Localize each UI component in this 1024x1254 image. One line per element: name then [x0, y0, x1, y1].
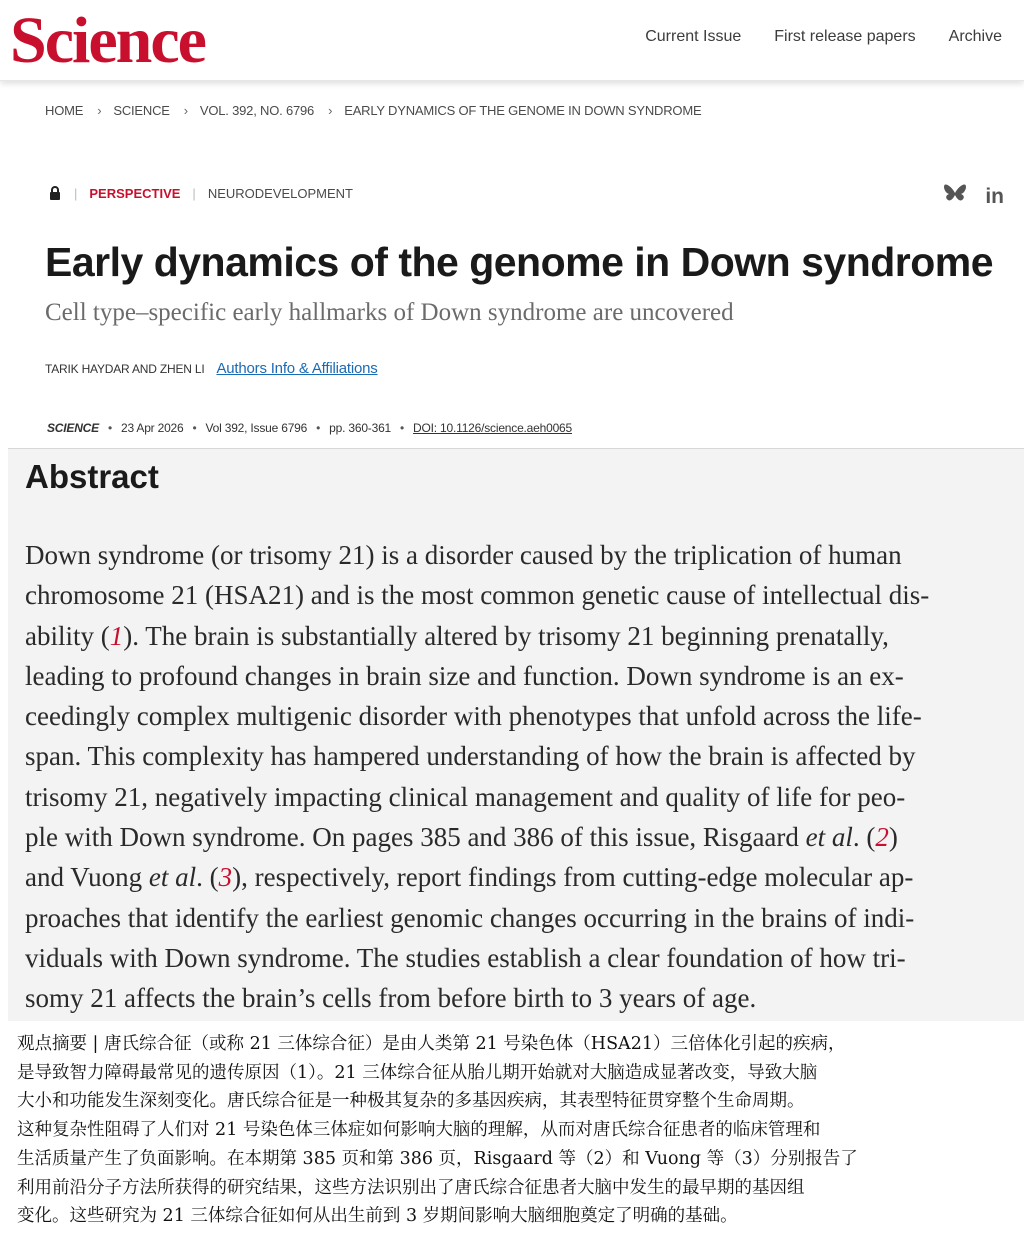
abstract-line — [25, 857, 1015, 897]
article-title: Early dynamics of the genome in Down syndrome — [45, 239, 994, 285]
science-logo[interactable]: Science — [10, 4, 205, 77]
reference-link-1[interactable]: 1 — [109, 620, 124, 651]
abstract-line: span. This complexity has hampered understanding of how the brain is affected by — [25, 741, 916, 772]
abstract-line: chromosome 21 (HSA21) and is the most common genetic cause of intellectual dis- — [25, 580, 930, 611]
text-run: ), respectively, report findings from cutting-edge molecular ap- — [232, 862, 914, 893]
text-run: ) — [888, 822, 898, 853]
abstract-section — [8, 448, 1024, 1021]
chinese-translation — [17, 1030, 1012, 1231]
author-names: TARIK HAYDAR AND ZHEN LI — [45, 361, 205, 376]
journal-name: SCIENCE — [47, 421, 99, 435]
abstract-line: leading to profound changes in brain size and function. Down syndrome is an ex- — [25, 660, 904, 691]
volume-issue: Vol 392, Issue 6796 — [205, 421, 308, 435]
authors-info-link[interactable]: Authors Info & Affiliations — [216, 360, 378, 377]
site-header — [0, 0, 1024, 81]
page-range: pp. 360-361 — [329, 421, 392, 435]
text-run: ). The brain is substantially altered by trisomy 21 beginning prenatally, — [123, 620, 889, 651]
abstract-heading: Abstract — [25, 458, 159, 495]
text-run-italic: et al — [805, 822, 853, 853]
breadcrumb-science[interactable]: SCIENCE — [113, 103, 170, 118]
abstract-line: viduals with Down syndrome. The studies establish a clear foundation of how tri- — [25, 942, 906, 973]
nav-first-release-papers[interactable]: First release papers — [774, 28, 916, 45]
abstract-line — [25, 817, 1015, 857]
text-run: ability ( — [25, 620, 110, 651]
divider: | — [74, 185, 78, 201]
translation-line: 利用前沿分子方法所获得的研究结果，这些方法识别出了唐氏综合征患者大脑中发生的最早期的基因组 — [17, 1177, 805, 1198]
lock-icon — [48, 185, 62, 201]
separator: • — [316, 421, 321, 435]
breadcrumb-current: EARLY DYNAMICS OF THE GENOME IN DOWN SYNDROME — [344, 103, 702, 118]
reference-link-2[interactable]: 2 — [875, 822, 889, 853]
abstract-body — [25, 535, 1015, 1019]
linkedin-icon[interactable]: in — [985, 184, 1004, 208]
abstract-line: trisomy 21, negatively impacting clinical management and quality of life for peo- — [25, 781, 906, 812]
breadcrumb — [45, 103, 701, 118]
nav-current-issue[interactable]: Current Issue — [645, 28, 742, 45]
translation-line: 是导致智力障碍最常见的遗传原因（1）。21 三体综合征从胎儿期开始就对大脑造成显著改变，导致大脑 — [17, 1062, 818, 1083]
translation-line: 观点摘要 | 唐氏综合征（或称 21 三体综合征）是由人类第 21 号染色体（HSA21）三倍体化引起的疾病， — [17, 1034, 846, 1054]
article-tags — [48, 185, 353, 201]
abstract-line — [25, 616, 1015, 656]
publication-date: 23 Apr 2026 — [120, 421, 184, 435]
separator: • — [107, 421, 112, 435]
reference-link-3[interactable]: 3 — [218, 862, 233, 893]
separator: • — [192, 421, 197, 435]
divider: | — [192, 185, 196, 201]
share-bar — [943, 183, 1004, 210]
abstract-line: somy 21 affects the brain’s cells from before birth to 3 years of age. — [25, 983, 757, 1014]
citation-meta — [47, 421, 572, 435]
chevron-right-icon: › — [97, 103, 102, 118]
doi-link[interactable]: DOI: 10.1126/science.aeh0065 — [413, 421, 572, 435]
article-type-badge[interactable]: PERSPECTIVE — [89, 185, 181, 201]
translation-line: 大小和功能发生深刻变化。唐氏综合征是一种极其复杂的多基因疾病，其表型特征贯穿整个生命周期。 — [17, 1091, 805, 1112]
nav-archive[interactable]: Archive — [948, 28, 1002, 45]
article-category[interactable]: NEURODEVELOPMENT — [207, 185, 354, 201]
chevron-right-icon: › — [183, 103, 188, 118]
abstract-line: proaches that identify the earliest genomic changes occurring in the brains of indi- — [25, 902, 915, 933]
translation-line: 生活质量产生了负面影响。在本期第 385 页和第 386 页，Risgaard 等（2）和 Vuong 等（3）分别报告了 — [17, 1148, 858, 1169]
breadcrumb-volume[interactable]: VOL. 392, NO. 6796 — [199, 103, 315, 118]
chevron-right-icon: › — [328, 103, 333, 118]
translation-line: 变化。这些研究为 21 三体综合征如何从出生前到 3 岁期间影响大脑细胞奠定了明确的基础。 — [17, 1206, 738, 1227]
text-run: ple with Down syndrome. On pages 385 and 386 of this issue, Risgaard — [25, 822, 806, 853]
breadcrumb-home[interactable]: HOME — [45, 103, 84, 118]
abstract-line: ceedingly complex multigenic disorder with phenotypes that unfold across the life- — [25, 701, 922, 732]
abstract-line: Down syndrome (or trisomy 21) is a disorder caused by the triplication of human — [25, 540, 902, 570]
text-run: and Vuong — [25, 862, 149, 893]
separator: • — [400, 421, 405, 435]
text-run: . ( — [196, 862, 219, 893]
text-run: . ( — [852, 822, 876, 853]
bluesky-icon[interactable] — [943, 183, 967, 210]
translation-line: 这种复杂性阻碍了人们对 21 号染色体三体症如何影响大脑的理解，从而对唐氏综合征患者的临床管理和 — [17, 1120, 821, 1141]
author-line — [45, 360, 378, 377]
top-nav — [645, 26, 1002, 48]
article-subtitle: Cell type–specific early hallmarks of Down syndrome are uncovered — [45, 299, 734, 326]
text-run-italic: et al — [148, 862, 197, 893]
